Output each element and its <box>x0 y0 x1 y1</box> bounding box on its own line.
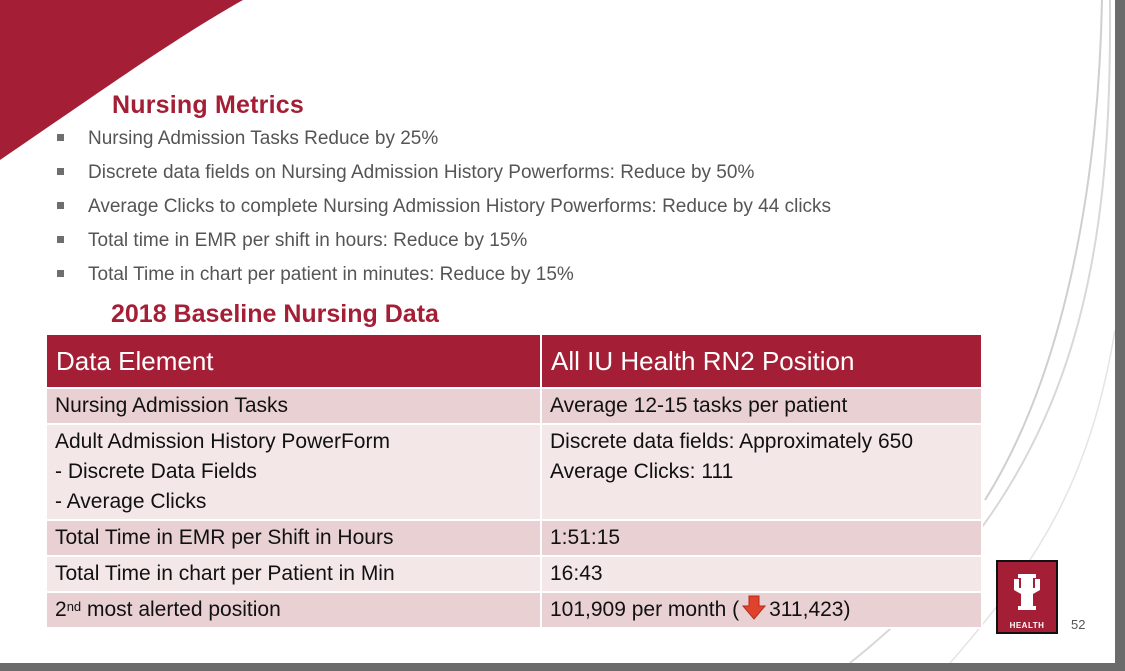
bullet-icon <box>57 134 64 141</box>
list-item <box>56 262 831 296</box>
bullet-icon <box>57 236 64 243</box>
row-label-line: Adult Admission History PowerForm <box>55 430 390 453</box>
baseline-table <box>45 333 983 629</box>
row-label <box>46 592 541 628</box>
metric-text: Average Clicks to complete Nursing Admission History Powerforms: Reduce by 44 clicks <box>88 196 832 217</box>
iu-health-logo <box>996 560 1058 634</box>
row-label: Nursing Admission Tasks <box>46 388 541 424</box>
table-row <box>46 388 982 424</box>
row-label <box>46 424 541 520</box>
column-header: All IU Health RN2 Position <box>541 334 982 388</box>
row-label: Total Time in EMR per Shift in Hours <box>46 520 541 556</box>
bullet-icon <box>57 270 64 277</box>
down-arrow-icon <box>741 595 767 621</box>
row-value <box>541 592 982 628</box>
bullet-icon <box>57 168 64 175</box>
row-label-text: most alerted position <box>81 598 281 621</box>
column-header: Data Element <box>46 334 541 388</box>
row-value: Average 12-15 tasks per patient <box>541 388 982 424</box>
metric-text: Nursing Admission Tasks Reduce by 25% <box>88 128 439 149</box>
row-label-line: - Discrete Data Fields <box>55 460 257 483</box>
row-value-line: Average Clicks: 111 <box>550 460 734 483</box>
row-label-line: - Average Clicks <box>55 490 207 513</box>
row-value: 1:51:15 <box>541 520 982 556</box>
table-row <box>46 556 982 592</box>
list-item <box>56 228 831 262</box>
metrics-list <box>56 126 831 296</box>
value-suffix: 311,423) <box>769 598 851 621</box>
bullet-icon <box>57 202 64 209</box>
metric-text: Total time in EMR per shift in hours: Reduce by 15% <box>88 230 528 251</box>
iu-trident-logo <box>998 562 1056 618</box>
row-label: Total Time in chart per Patient in Min <box>46 556 541 592</box>
row-value <box>541 424 982 520</box>
logo-text: HEALTH <box>1009 621 1045 630</box>
row-value: 16:43 <box>541 556 982 592</box>
table-row <box>46 424 982 520</box>
list-item <box>56 126 831 160</box>
page-number: 52 <box>1071 617 1086 632</box>
metrics-title: Nursing Metrics <box>112 91 304 119</box>
table-row <box>46 592 982 628</box>
table-row <box>46 520 982 556</box>
metric-text: Discrete data fields on Nursing Admission History Powerforms: Reduce by 50% <box>88 162 755 183</box>
baseline-title: 2018 Baseline Nursing Data <box>111 300 439 328</box>
metric-text: Total Time in chart per patient in minutes: Reduce by 15% <box>88 264 574 285</box>
list-item <box>56 160 831 194</box>
table-header-row <box>46 334 982 388</box>
ordinal-suffix: nd <box>66 599 82 614</box>
value-prefix: 101,909 per month ( <box>550 598 740 621</box>
row-value-line: Discrete data fields: Approximately 650 <box>550 430 914 453</box>
list-item <box>56 194 831 228</box>
ordinal-number: 2 <box>55 598 67 621</box>
